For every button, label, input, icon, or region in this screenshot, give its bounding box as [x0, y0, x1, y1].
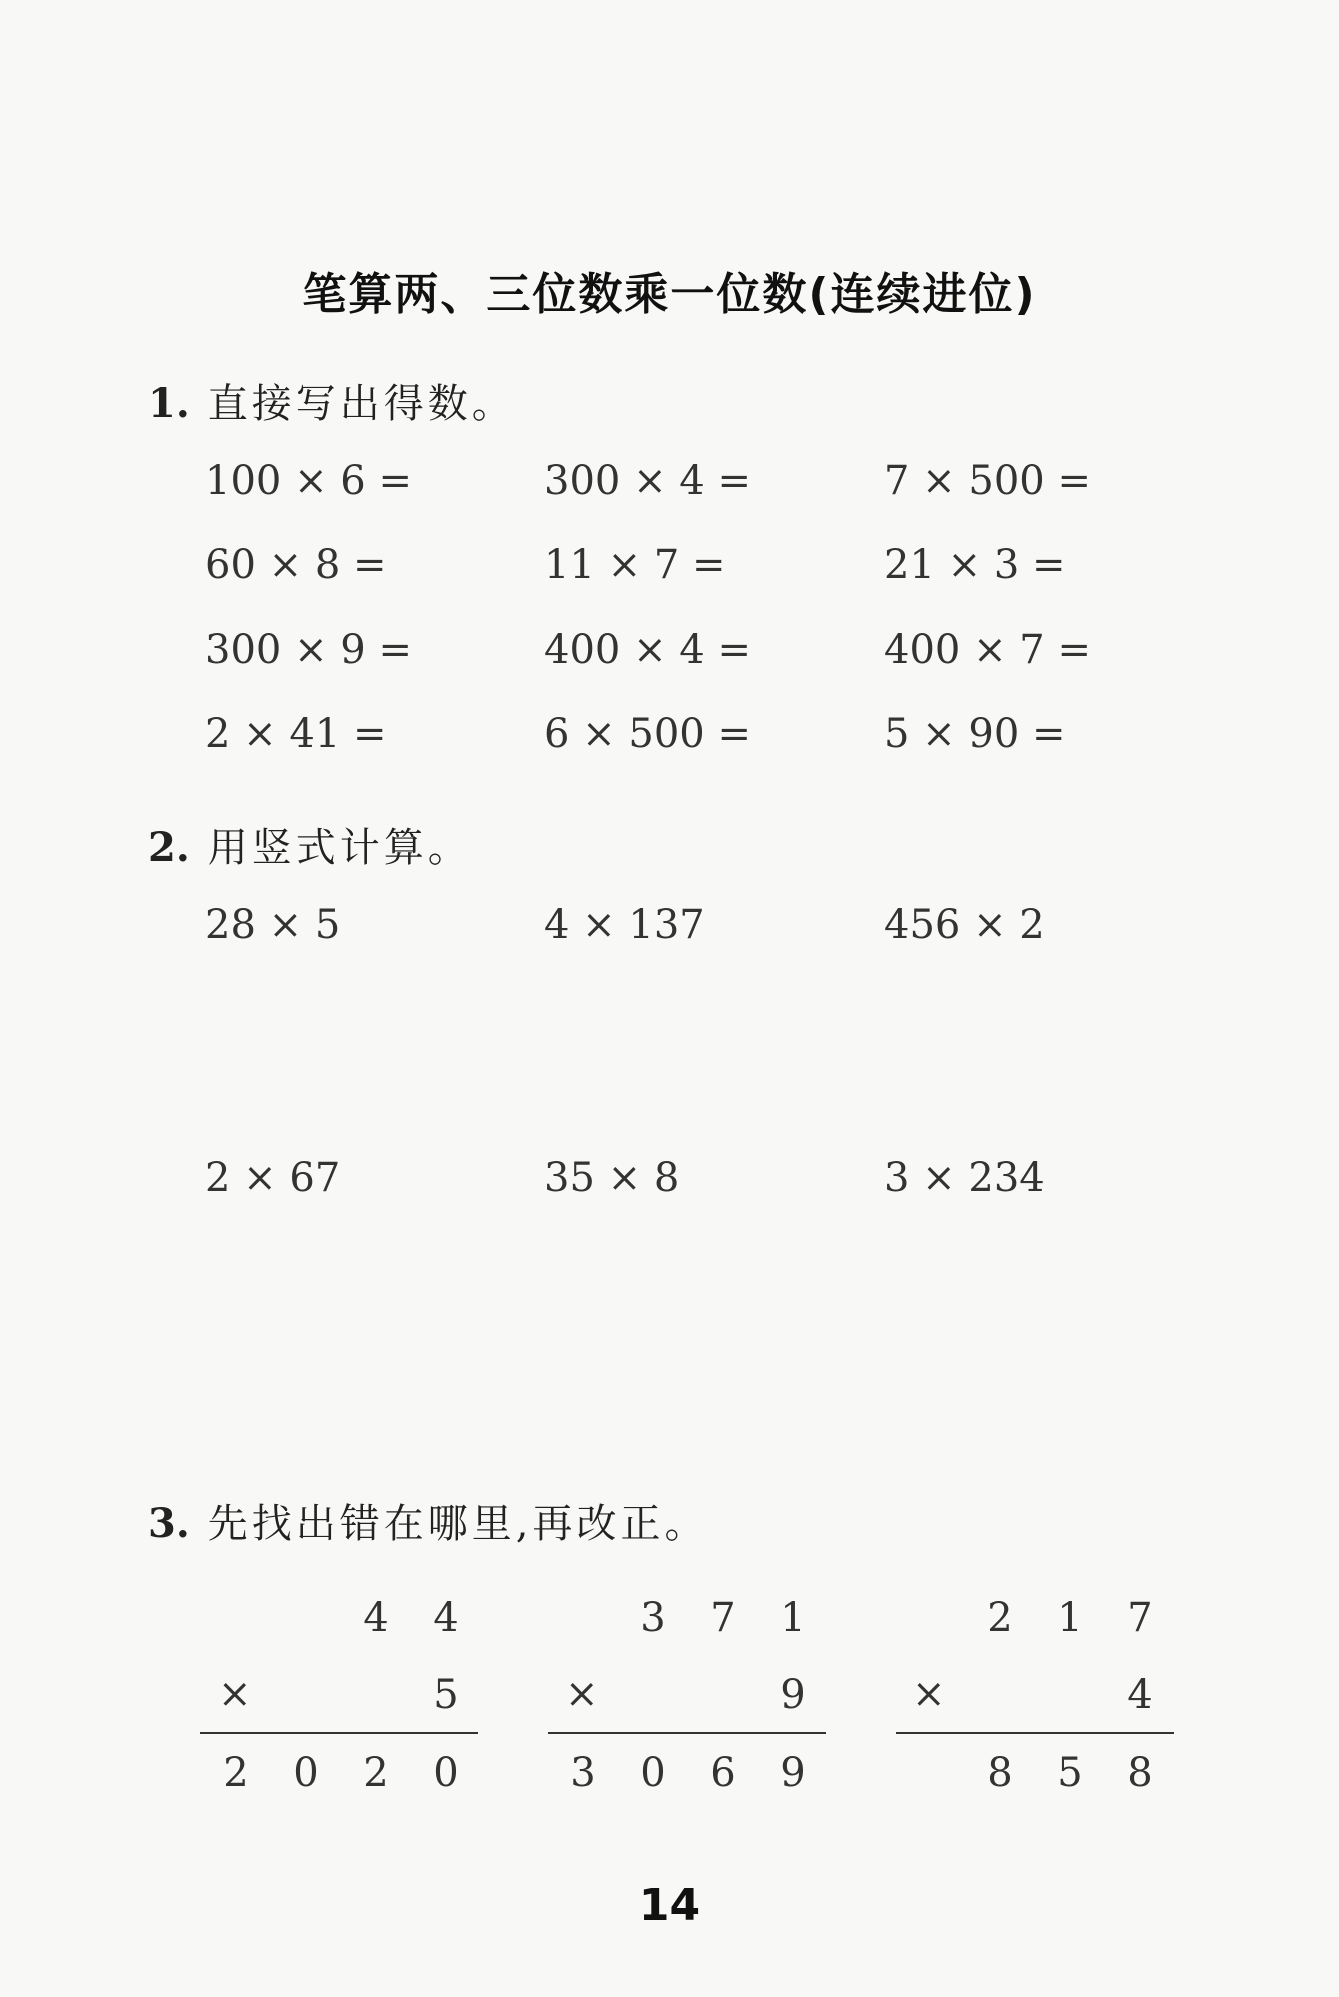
- section-2-heading: [148, 816, 472, 873]
- digit: 0: [433, 1750, 459, 1796]
- section-text: 直接写出得数。: [207, 381, 516, 427]
- section-3-heading: [148, 1492, 708, 1549]
- digit: 5: [433, 1672, 459, 1718]
- digit: 2: [987, 1595, 1013, 1641]
- q2-item: 28 × 5: [205, 902, 341, 948]
- times-sign: ×: [565, 1671, 599, 1717]
- result-line: [200, 1732, 478, 1734]
- q1-item: 21 × 3 =: [884, 542, 1066, 588]
- q1-item: 5 × 90 =: [884, 711, 1066, 757]
- q1-item: 400 × 7 =: [884, 627, 1091, 673]
- q1-item: 7 × 500 =: [884, 458, 1091, 504]
- q1-item: 300 × 9 =: [205, 627, 412, 673]
- q2-item: 35 × 8: [544, 1155, 680, 1201]
- q1-item: 2 × 41 =: [205, 711, 387, 757]
- digit: 5: [1057, 1750, 1083, 1796]
- times-sign: ×: [912, 1671, 946, 1717]
- digit: 8: [1127, 1750, 1153, 1796]
- digit: 4: [433, 1595, 459, 1641]
- digit: 2: [363, 1750, 389, 1796]
- section-text: 先找出错在哪里,再改正。: [207, 1501, 709, 1547]
- q1-item: 100 × 6 =: [205, 458, 412, 504]
- digit: 7: [710, 1595, 736, 1641]
- q1-item: 6 × 500 =: [544, 711, 751, 757]
- digit: 4: [1127, 1672, 1153, 1718]
- q2-item: 4 × 137: [544, 902, 705, 948]
- q2-item: 456 × 2: [884, 902, 1045, 948]
- digit: 2: [223, 1750, 249, 1796]
- digit: 3: [640, 1595, 666, 1641]
- section-text: 用竖式计算。: [207, 825, 472, 871]
- section-number: 3.: [148, 1500, 190, 1547]
- digit: 1: [1057, 1595, 1083, 1641]
- page-title: 笔算两、三位数乘一位数(连续进位): [302, 269, 1037, 320]
- page-number: 14: [638, 1880, 701, 1931]
- digit: 9: [780, 1750, 806, 1796]
- digit: 6: [710, 1750, 736, 1796]
- q2-item: 3 × 234: [884, 1155, 1045, 1201]
- digit: 0: [640, 1750, 666, 1796]
- times-sign: ×: [218, 1671, 252, 1717]
- q1-item: 11 × 7 =: [544, 542, 726, 588]
- section-1-heading: [148, 372, 516, 429]
- section-number: 2.: [148, 824, 190, 871]
- q2-item: 2 × 67: [205, 1155, 341, 1201]
- digit: 9: [780, 1672, 806, 1718]
- result-line: [548, 1732, 826, 1734]
- result-line: [896, 1732, 1174, 1734]
- digit: 3: [570, 1750, 596, 1796]
- section-number: 1.: [148, 380, 190, 427]
- q1-item: 400 × 4 =: [544, 627, 751, 673]
- digit: 7: [1127, 1595, 1153, 1641]
- digit: 8: [987, 1750, 1013, 1796]
- q1-item: 60 × 8 =: [205, 542, 387, 588]
- digit: 4: [363, 1595, 389, 1641]
- digit: 0: [293, 1750, 319, 1796]
- digit: 1: [780, 1595, 806, 1641]
- q1-item: 300 × 4 =: [544, 458, 751, 504]
